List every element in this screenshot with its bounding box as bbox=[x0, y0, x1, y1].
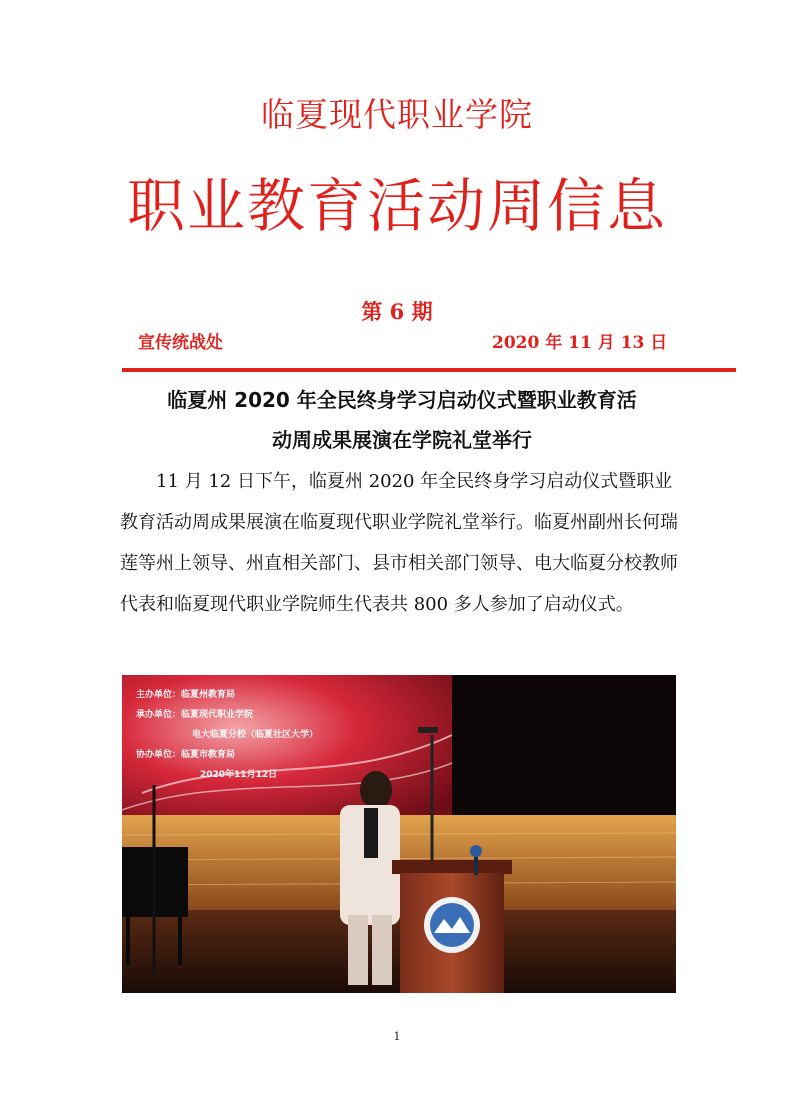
department-name: 宣传统战处 bbox=[138, 333, 223, 353]
article-title-line-2: 动周成果展演在学院礼堂举行 bbox=[272, 428, 532, 452]
screen-text-line-1: 主办单位：临夏州教育局 bbox=[136, 690, 236, 700]
issue-date: 2020 年 11 月 13 日 bbox=[492, 333, 668, 353]
screen-text-line-3: 电大临夏分校（临夏社区大学） bbox=[192, 730, 319, 740]
screen-text-line-5: 2020年11月12日 bbox=[200, 770, 278, 780]
article-body: 11 月 12 日下午，临夏州 2020 年全民终身学习启动仪式暨职业教育活动周成果展演在临夏现代职业学院礼堂举行。临夏州副州长何瑞莲等州上领导、州直相关部门、县市相关部门领导、电大临夏分校教师代表和临夏现代职业学院师生代表共 800 多人参加了启动仪式。 bbox=[120, 471, 678, 615]
event-photo bbox=[122, 675, 676, 993]
newsletter-headline: 职业教育活动周信息 bbox=[126, 172, 667, 240]
article-title bbox=[112, 380, 692, 460]
screen-text-line-4: 协办单位：临夏市教育局 bbox=[136, 750, 236, 760]
college-name: 临夏现代职业学院 bbox=[261, 95, 533, 134]
page-number: 1 bbox=[393, 1030, 401, 1043]
header-divider bbox=[122, 368, 736, 372]
article-title-line-1: 临夏州 2020 年全民终身学习启动仪式暨职业教育活 bbox=[167, 388, 637, 412]
issue-number: 第 6 期 bbox=[361, 299, 433, 324]
screen-text-line-2: 承办单位：临夏现代职业学院 bbox=[136, 710, 254, 720]
